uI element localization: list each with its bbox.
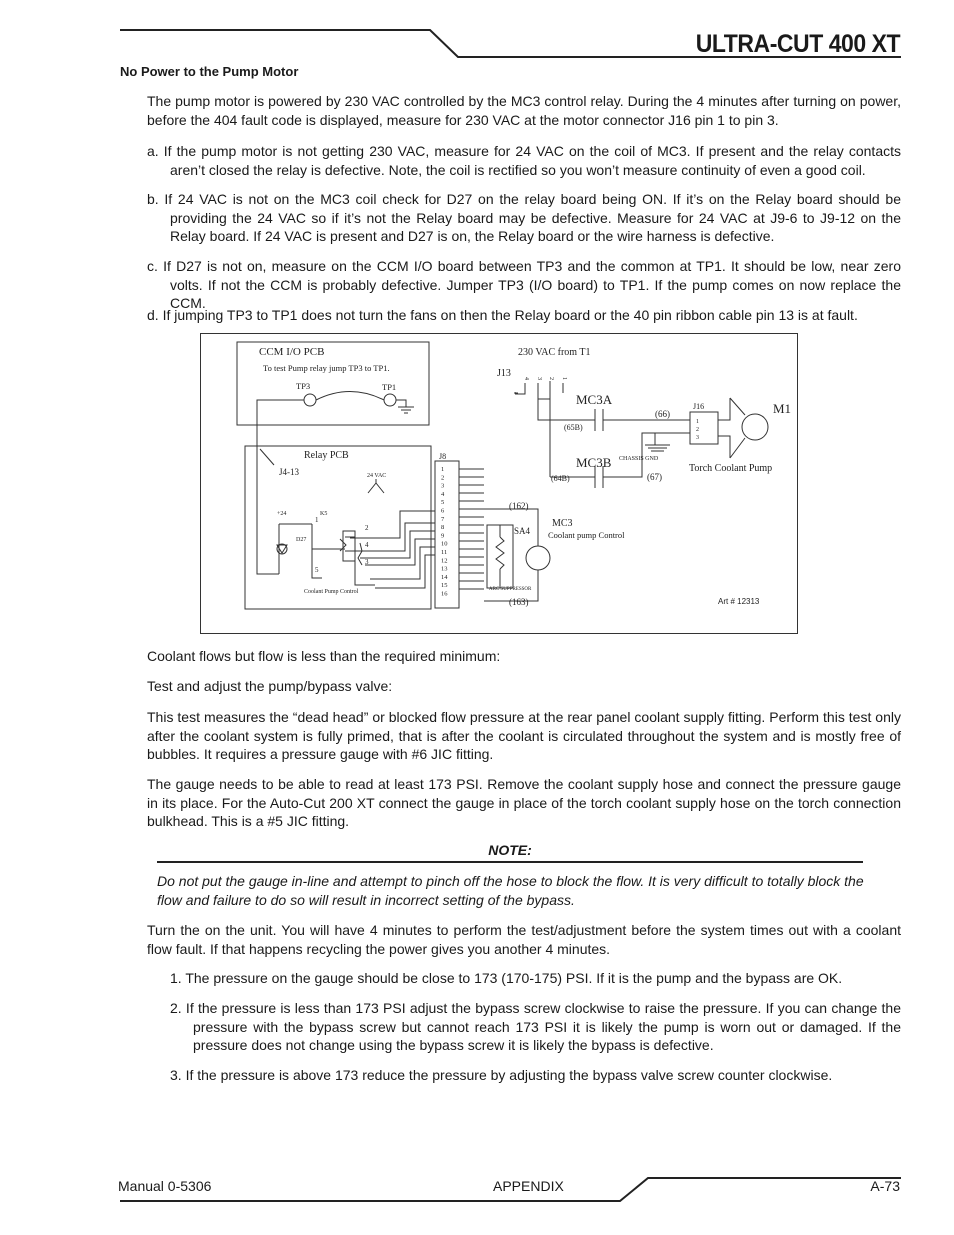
section-heading: No Power to the Pump Motor (120, 64, 299, 79)
footer-page-number: A-73 (870, 1178, 900, 1194)
j16-label: J16 (693, 402, 705, 411)
page-title: ULTRA-CUT 400 XT (695, 30, 900, 58)
wire-163: (163) (509, 597, 529, 607)
ccm-note: To test Pump relay jump TP3 to TP1. (263, 363, 390, 373)
wire-67: (67) (647, 472, 662, 482)
j16-pin-3: 3 (696, 435, 699, 441)
j8-pin-10: 10 (441, 540, 448, 548)
procedure-intro: Turn the on the unit. You will have 4 minutes to perform the test/adjustment before the system times out with a coolant flow fault. If that happens recycling the power gives you another 4 minutes. (147, 922, 901, 957)
art-number: Art # 12313 (718, 597, 760, 606)
wire-66: (66) (655, 409, 670, 419)
j8-pin-4: 4 (441, 490, 445, 498)
j13-pin-2: 2 (548, 377, 554, 380)
coolant-paragraph-4: The gauge needs to be able to read at least 173 PSI. Remove the coolant supply hose and connect the pressure gauge in its place. For the Auto-Cut 200 XT connect the gauge in place of the torch coolant supply hose on the torch connection bulkhead. This is a #5 JIC fitting. (147, 776, 901, 830)
k5-pin-5: 5 (315, 566, 319, 574)
pump-wiring-diagram (200, 333, 798, 634)
j8-pin-13: 13 (441, 565, 448, 573)
j8-pin-8: 8 (441, 524, 445, 532)
j8-pin-14: 14 (441, 573, 448, 581)
j8-pin-5: 5 (441, 499, 445, 507)
d27-label: D27 (296, 537, 307, 543)
j8-label: J8 (439, 452, 447, 461)
note-divider (157, 861, 863, 863)
relay-pcb-label: Relay PCB (304, 450, 349, 461)
sa4-label: SA4 (514, 526, 531, 536)
tp3-label: TP3 (296, 381, 311, 391)
j13-pin-1: 1 (561, 377, 567, 380)
mc3-label: MC3 (552, 518, 573, 529)
j8-pin-3: 3 (441, 482, 445, 490)
k5-pin-4: 4 (365, 541, 369, 549)
procedure-step-1: 1. The pressure on the gauge should be close to 173 (170-175) PSI. If it is the pump and the bypass are OK. (170, 970, 843, 986)
j4-13-label: J4-13 (279, 467, 299, 477)
vac-from-t1-label: 230 VAC from T1 (518, 347, 591, 358)
list-item-b: b. If 24 VAC is not on the MC3 coil check for D27 on the relay board being ON. If it’s on the Relay board should be providing the 24 VAC so if it’s not the Relay board may be defective. Measure for 24 VAC at J9-6 to J9-12 on the Relay board. If 24 VAC is present and D27 is on, the Relay board or the wire harness is defective. (147, 191, 901, 245)
k5-pin-3: 3 (365, 558, 369, 566)
j16-pin-2: 2 (696, 427, 699, 433)
tp1-label: TP1 (382, 382, 397, 392)
j8-pin-2: 2 (441, 474, 445, 482)
note-title: NOTE: (488, 842, 532, 858)
footer-section: APPENDIX (493, 1178, 564, 1194)
k5-pin-1: 1 (315, 516, 319, 524)
mc3a-label: MC3A (576, 392, 613, 407)
j16-pin-1: 1 (696, 419, 699, 425)
procedure-step-2: 2. If the pressure is less than 173 PSI adjust the bypass screw clockwise to raise the pressure. If you can change the pressure with the bypass screw but cannot reach 173 PSI it is likely the pump is worn out or damaged. If the pressure does not change using the bypass screw it is likely the bypass is defective. (170, 1000, 901, 1054)
j8-pin-9: 9 (441, 532, 445, 540)
coolant-pump-control-small-label: Coolant Pump Control (304, 589, 359, 595)
j8-pin-1: 1 (441, 466, 445, 473)
j8-pin-11: 11 (441, 549, 448, 556)
ccm-label: CCM I/O PCB (259, 346, 325, 358)
list-item-d: d. If jumping TP3 to TP1 does not turn the fans on then the Relay board or the 40 pin ribbon cable pin 13 is at fault. (147, 307, 858, 323)
wire-65b: (65B) (564, 423, 583, 432)
note-text: Do not put the gauge in-line and attempt to pinch off the hose to block the flow. It is very difficult to totally block the flow and failure to do so will result in incorrect setting of the bypass. (157, 873, 864, 908)
list-item-c: c. If D27 is not on, measure on the CCM I/O board between TP3 and the common at TP1. It should be low, near zero volts. If not the CCM is probably defective. Jumper TP3 (I/O board) to TP1. If the pump comes on now replace the CCM. (147, 258, 901, 312)
coolant-paragraph-3: This test measures the “dead head” or blocked flow pressure at the rear panel coolant supply fitting. Perform this test only after the coolant system is fully primed, that is after the coolant is circulated throughout the system and is mostly free of bubbles. It requires a pressure gauge with #6 JIC fitting. (147, 709, 901, 763)
j13-pin-4: 4 (523, 377, 529, 380)
j8-pin-7: 7 (441, 515, 445, 523)
j8-pin-16: 16 (441, 590, 448, 598)
j13-pin-3: 3 (536, 377, 542, 380)
arc-suppressor-label: ARC SUPPRESSOR (489, 587, 532, 592)
j8-pin-6: 6 (441, 507, 445, 515)
j8-pin-15: 15 (441, 582, 448, 590)
wire-64b: (64B) (551, 474, 570, 483)
mc3-desc-label: Coolant pump Control (548, 530, 625, 540)
j8-pin-12: 12 (441, 557, 448, 565)
k5-pin-2: 2 (365, 524, 369, 532)
procedure-step-3: 3. If the pressure is above 173 reduce the pressure by adjusting the bypass valve screw counter clockwise. (170, 1067, 833, 1083)
footer-manual: Manual 0-5306 (118, 1178, 212, 1194)
mc3b-label: MC3B (576, 455, 612, 470)
torch-pump-label: Torch Coolant Pump (689, 463, 773, 474)
k5-label: K5 (320, 511, 328, 517)
j13-label: J13 (497, 368, 511, 379)
m1-label: M1 (773, 401, 792, 416)
intro-paragraph: The pump motor is powered by 230 VAC controlled by the MC3 control relay. During the 4 minutes after turning on power, before the 404 fault code is displayed, measure for 230 VAC at the motor connector J16 pin 1 to pin 3. (147, 93, 901, 128)
plus24-label: +24 (277, 511, 287, 517)
coolant-paragraph-1: Coolant flows but flow is less than the required minimum: (147, 648, 501, 664)
vac24-label: 24 VAC (367, 473, 387, 479)
list-item-a: a. If the pump motor is not getting 230 VAC, measure for 24 VAC on the coil of MC3. If present and the relay contacts aren’t closed the relay is defective. Note, the coil is rectified so you won’t measure continuity of even a good coil. (147, 143, 901, 178)
chassis-gnd-label: CHASSIS GND (619, 456, 659, 462)
wire-162: (162) (509, 501, 529, 511)
coolant-paragraph-2: Test and adjust the pump/bypass valve: (147, 678, 393, 694)
